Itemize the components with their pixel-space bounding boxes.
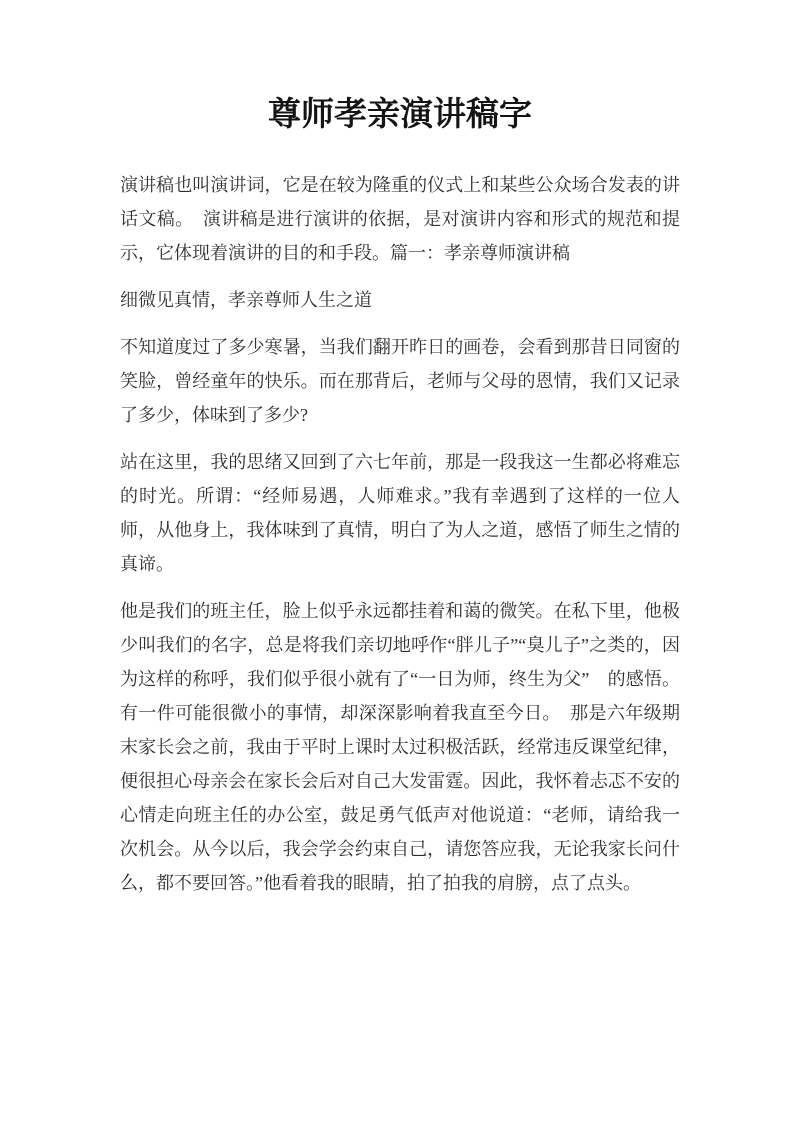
paragraph-teacher-story: 他是我们的班主任，脸上似乎永远都挂着和蔼的微笑。在私下里，他极少叫我们的名字，总是将我们亲切地呼作“胖儿子”“臭儿子”之类的，因为这样的称呼，我们似乎很小就有了“一日为师，终生为父” 的感悟。有一件可能很微小的事情，却深深影响着我直至今日。 那是六年级期末家长会之前，我由于平时上课时太过积极活跃，经常违反课堂纪律，便很担心母亲会在家长会后对自己大发雷霆。因此，我怀着忐忑不安的心情走向班主任的办公室，鼓足勇气低声对他说道：“老师，请给我一次机会。从今以后，我会学会约束自己，请您答应我，无论我家长问什么，都不要回答。”他看着我的眼睛，拍了拍我的肩膀，点了点头。: [120, 601, 680, 893]
paragraph-subtitle: 细微见真情，孝亲尊师人生之道: [120, 290, 372, 310]
paragraph-opening: 不知道度过了多少寒暑，当我们翻开昨日的画卷，会看到那昔日同窗的笑脸，曾经童年的快乐。而在那背后，老师与父母的恩情，我们又记录了多少，体味到了多少?: [120, 337, 680, 425]
document-title: 尊师孝亲演讲稿字: [268, 97, 532, 133]
paragraph-memories: 站在这里，我的思绪又回到了六七年前，那是一段我这一生都必将难忘的时光。所谓：“经师易遇，人师难求。”我有幸遇到了这样的一位人师，从他身上，我体味到了真情，明白了为人之道，感悟了师生之情的真谛。: [120, 452, 680, 574]
paragraph-speech-definition: 演讲稿也叫演讲词，它是在较为隆重的仪式上和某些公众场合发表的讲话文稿。 演讲稿是进行演讲的依据，是对演讲内容和形式的规范和提示，它体现着演讲的目的和手段。篇一：孝亲尊师演讲稿: [120, 175, 680, 263]
